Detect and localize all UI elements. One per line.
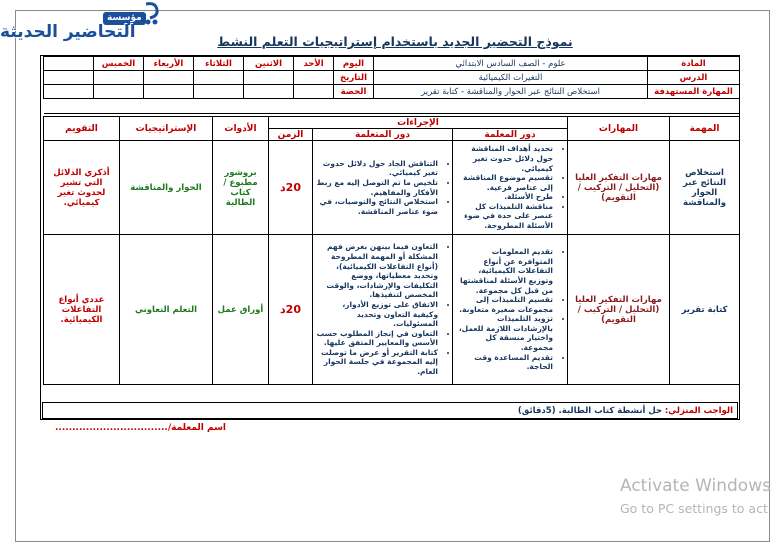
date-label: التاريخ [334, 71, 374, 85]
period-cell-4 [144, 85, 194, 99]
table-row [44, 235, 740, 385]
period-cell-2 [244, 85, 294, 99]
logo [0, 2, 160, 46]
procedures-table [43, 116, 740, 385]
date-cell-6 [44, 71, 94, 85]
day-wednesday: الأربعاء [144, 57, 194, 71]
period-cell-5 [94, 85, 144, 99]
period-cell-6 [44, 85, 94, 99]
row1-task: استخلاص النتائج عبر الحوار والمناقشة [670, 141, 740, 235]
period-cell-3 [194, 85, 244, 99]
cart-icon [142, 2, 162, 26]
day-sunday: الأحد [294, 57, 334, 71]
list-item: • طرح الأسئلة. [455, 192, 553, 202]
th-assessment: التقويم [44, 117, 120, 141]
row1-tools: بروشور مطبوع / كتاب الطالبة [213, 141, 269, 235]
day-monday: الاثنين [244, 57, 294, 71]
th-skills: المهارات [568, 117, 670, 141]
day-tuesday: الثلاثاء [194, 57, 244, 71]
date-cell-2 [244, 71, 294, 85]
list-item: • الاتفاق على توزيع الأدوار، وكيفية التعاون وتحديد المسئوليات. [315, 300, 438, 329]
list-item: • تزويد التلميذات بالإرشادات اللازمة للعمل، واختيار منسقة كل مجموعة. [455, 314, 553, 352]
homework-text: حل أنشطة كتاب الطالبة. (5دقائق) [517, 406, 663, 416]
subject-label: المادة [648, 57, 740, 71]
row1-assessment: أذكري الدلائل التي تشير لحدوث تغير كيميائي. [44, 141, 120, 235]
row2-tools: أوراق عمل [213, 235, 269, 385]
logo-tag: مؤسسة [103, 12, 146, 25]
header-spacer [44, 99, 740, 114]
row1-strategies: الحوار والمناقشة [120, 141, 213, 235]
th-strategies: الإستراتيجيات [120, 117, 213, 141]
row2-skills: مهارات التفكير العليا (التحليل / التركيب / التقويم) [568, 235, 670, 385]
teacher-signature: اسم المعلمة/................................. [55, 423, 226, 433]
row2-student-list [315, 242, 450, 376]
homework-label: الواجب المنزلي: [664, 406, 733, 416]
row2-assessment: عددي أنواع التفاعلات الكيميائية. [44, 235, 120, 385]
list-item: • التعاون في إنجاز المطلوب حسب الأسس والمعايير المتفق عليها. [315, 329, 438, 348]
table-row [44, 141, 740, 235]
row2-time: 20د [269, 235, 313, 385]
row1-teacher-role [453, 141, 568, 235]
list-item: • تقديم المساعدة وقت الحاجة. [455, 353, 553, 372]
lesson-label: الدرس [648, 71, 740, 85]
date-cell-5 [94, 71, 144, 85]
list-item: • التناقش الجاد حول دلائل حدوث تغير كيميائي. [315, 159, 438, 178]
lesson-plan-sheet [40, 55, 740, 420]
period-label: الحصة [334, 85, 374, 99]
period-cell-1 [294, 85, 334, 99]
list-item: • التعاون فيما بينهن بغرض فهم المشكلة أو المهمة المطروحة (أنواع التفاعلات الكيميائية)، وتحديد معطياتها، ووضع التكليفات والإرشادات، والوقت المخصص لتنفيذها. [315, 242, 438, 300]
row1-time: 20د [269, 141, 313, 235]
list-item: • تلخيص ما تم التوصل إليه مع ربط الأفكار والمفاهيم. [315, 178, 438, 197]
list-item: • مناقشة التلميذات كل عنصر على حدة في ضوء الأسئلة المطروحة. [455, 202, 553, 231]
list-item: • تحديد أهداف المناقشة حول دلائل حدوث تغير كيميائي. [455, 144, 553, 173]
subject-value: علوم - الصف السادس الابتدائي [374, 57, 648, 71]
list-item: • استخلاص النتائج والتوصيات، في ضوء عناصر المناقشة. [315, 197, 438, 216]
th-procedures: الإجراءات [269, 117, 568, 129]
list-item: • تقديم المعلومات المتوافرة عن أنواع التفاعلات الكيميائية، وتوزيع الأسئلة لمناقشتها من قبل كل مجموعة. [455, 247, 553, 295]
list-item: • كتابة التقرير أو عرض ما توصلت إليه المجموعة في جلسة الحوار العام. [315, 348, 438, 377]
row2-teacher-role [453, 235, 568, 385]
date-cell-4 [144, 71, 194, 85]
day-thursday: الخميس [94, 57, 144, 71]
activation-watermark-subtitle: Go to PC settings to act [620, 501, 768, 516]
page-title: نموذج التحضير الجديد باستخدام إستراتيجيات التعلم النشط [217, 34, 573, 49]
skill-label: المهارة المستهدفة [648, 85, 740, 99]
activation-watermark-title: Activate Windows [620, 476, 771, 496]
lesson-value: التغيرات الكيميائية [374, 71, 648, 85]
row2-strategies: التعلم التعاوني [120, 235, 213, 385]
row2-teacher-list [455, 247, 565, 372]
row2-student-role [313, 235, 453, 385]
list-item: • تقسيم موضوع المناقشة إلى عناصر فرعية. [455, 173, 553, 192]
row1-teacher-list [455, 144, 565, 230]
th-task: المهمة [670, 117, 740, 141]
homework [42, 402, 738, 419]
row2-task: كتابة تقرير [670, 235, 740, 385]
date-cell-1 [294, 71, 334, 85]
skill-value: استخلاص النتائج عبر الحوار والمناقشة - كتابة تقرير [374, 85, 648, 99]
logo-name: التحاضير الحديثة [0, 22, 136, 42]
header-table [43, 56, 740, 114]
row1-student-list [315, 159, 450, 217]
date-cell-3 [194, 71, 244, 85]
day-label: اليوم [334, 57, 374, 71]
row1-student-role [313, 141, 453, 235]
row1-skills: مهارات التفكير العليا (التحليل / التركيب / التقويم) [568, 141, 670, 235]
th-teacher-role: دور المعلمة [453, 129, 568, 141]
th-tools: الأدوات [213, 117, 269, 141]
spare-cell [44, 57, 94, 71]
list-item: • تقسيم التلميذات إلى مجموعات صغيرة متعاونة. [455, 295, 553, 314]
th-time: الزمن [269, 129, 313, 141]
th-student-role: دور المتعلمة [313, 129, 453, 141]
